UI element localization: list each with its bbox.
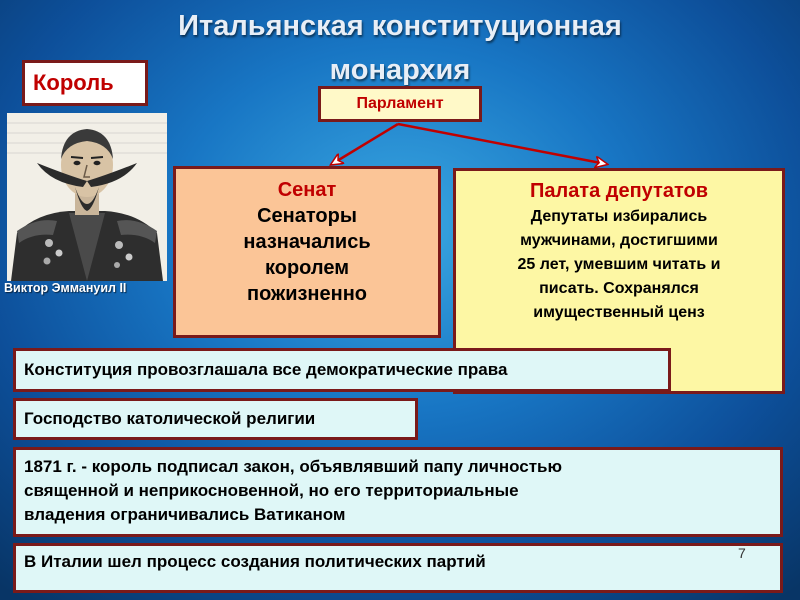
deputies-line: мужчинами, достигшими	[520, 232, 718, 249]
king-label-box	[22, 60, 148, 106]
slide-title	[80, 4, 720, 92]
deputies-line: 25 лет, умевшим читать и	[517, 256, 721, 273]
note-line: Конституция провозглашала все демократические права	[24, 360, 508, 379]
note-constitution	[13, 348, 671, 392]
portrait-illustration	[7, 113, 167, 281]
parliament-label: Парламент	[356, 95, 444, 112]
arrow-to-deputies	[398, 124, 606, 164]
senate-title: Сенат	[277, 179, 337, 201]
senate-line: королем	[265, 257, 349, 279]
note-line: Господство католической религии	[24, 409, 316, 428]
note-line: В Италии шел процесс создания политических партий	[24, 552, 486, 571]
king-label: Король	[33, 70, 114, 95]
deputies-line: писать. Сохранялся	[539, 280, 699, 297]
senate-line: назначались	[243, 231, 371, 253]
arrow-to-senate	[332, 124, 398, 164]
note-1871-law	[13, 447, 783, 537]
parliament-box	[318, 86, 482, 122]
note-line: 1871 г. - король подписал закон, объявлявший папу личностью	[24, 457, 563, 476]
portrait-caption: Виктор Эммануил II	[4, 281, 127, 295]
page-number: 7	[738, 545, 746, 561]
note-line: владения ограничивались Ватиканом	[24, 505, 346, 524]
slide-title-line-2: монархия	[329, 54, 471, 86]
senate-line: Сенаторы	[257, 205, 357, 227]
deputies-line: Депутаты избирались	[530, 208, 708, 225]
slide-title-line-1: Итальянская конституционная	[178, 10, 622, 42]
deputies-title: Палата депутатов	[529, 180, 709, 202]
king-portrait	[7, 113, 167, 281]
note-line: священной и неприкосновенной, но его территориальные	[24, 481, 519, 500]
senate-box	[173, 166, 441, 338]
deputies-line: имущественный ценз	[533, 304, 705, 321]
note-parties	[13, 543, 783, 593]
senate-line: пожизненно	[246, 283, 368, 305]
note-religion	[13, 398, 418, 440]
